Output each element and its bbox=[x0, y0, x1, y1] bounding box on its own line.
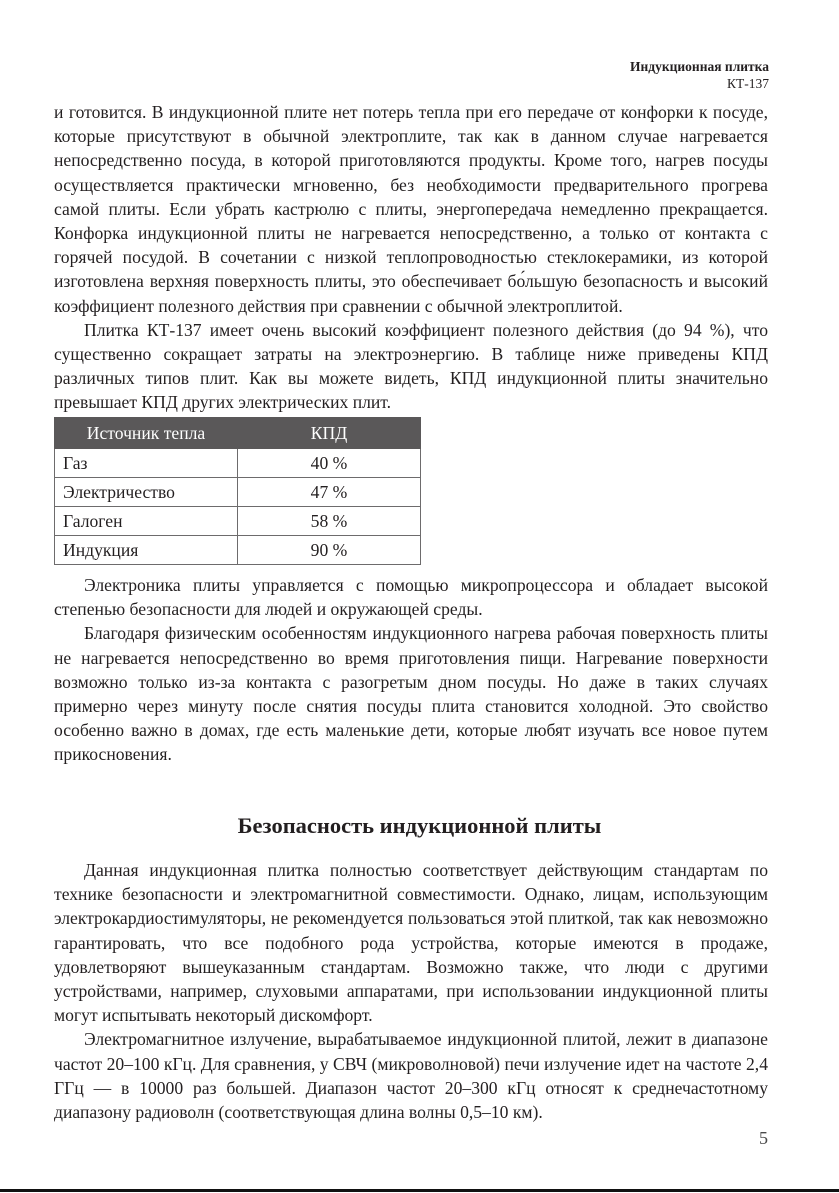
cell-source: Индукция bbox=[55, 536, 238, 565]
cell-source: Галоген bbox=[55, 507, 238, 536]
cell-kpd: 47 % bbox=[238, 478, 421, 507]
table-row bbox=[55, 536, 421, 565]
cell-kpd: 58 % bbox=[238, 507, 421, 536]
cell-kpd: 40 % bbox=[238, 449, 421, 478]
running-head-title: Индукционная плитка bbox=[629, 59, 769, 74]
page-number: 5 bbox=[759, 1128, 768, 1148]
intro-text-block bbox=[54, 100, 768, 415]
paragraph-continuation: и готовится. В индукционной плите нет потерь тепла при его передаче от конфорки к посуде, которые присутствуют в обычной электроплите, так как в данном случае нагревается непосредственно посуда, в которой приготовляются продукты. Кроме того, нагрев посуды осуществляется практически мгновенно, без необходимости предварительного прогрева самой плиты. Если убрать кастрюлю с плиты, энергопередача немедленно прекращается. Конфорка индукционной плиты не нагревается непосредственно, а только от контакта с горячей посудой. В сочетании с низкой теплопроводностью стеклокерамики, из которой изготовлена верхняя поверхность плиты, это обеспечивает бо́льшую безопасность и высокий коэффициент полезного действия при сравнении с обычной электроплитой. bbox=[54, 102, 768, 316]
paragraph-standards: Данная индукционная плитка полностью соответствует действующим стандартам по технике безопасности и электромагнитной совместимости. Однако, лицам, использующим электрокардиостимуляторы, не рекомендуется пользоваться этой плиткой, так как невозможно гарантировать, что все подобного рода устройства, которые имеются в продаже, удовлетворяют вышеуказанным стандартам. Возможно также, что люди с другими устройствами, например, слуховыми аппаратами, при использовании индукционной плиты могут испытывать некоторый дискомфорт. bbox=[54, 860, 768, 1026]
paragraph-surface: Благодаря физическим особенностям индукционного нагрева рабочая поверхность плиты не нагревается непосредственно во время приготовления пищи. Нагревание поверхности возможно только из-за контакта с разогретым дном посуды. Но даже в таких случаях примерно через минуту после снятия посуды плита становится холодной. Это свойство особенно важно в домах, где есть маленькие дети, которые любят изучать все новое путем прикосновения. bbox=[54, 623, 768, 765]
column-header-kpd: КПД bbox=[238, 418, 421, 449]
table-row bbox=[55, 507, 421, 536]
table-row bbox=[55, 478, 421, 507]
section-heading: Безопасность индукционной плиты bbox=[237, 813, 602, 838]
table-row bbox=[55, 449, 421, 478]
cell-source: Газ bbox=[55, 449, 238, 478]
paragraph-radiation: Электромагнитное излучение, вырабатываемое индукционной плитой, лежит в диапазоне частот 20–100 кГц. Для сравнения, у СВЧ (микроволновой) печи излучение идет на частоте 2,4 ГГц — в 10000 раз большей. Диапазон частот 20–300 кГц относят к среднечастотному диапазону радиоволн (соответствующая длина волны 0,5–10 км). bbox=[54, 1029, 768, 1123]
paragraph-efficiency: Плитка КТ-137 имеет очень высокий коэффициент полезного действия (до 94 %), что существенно сокращает затраты на электроэнергию. В таблице ниже приведены КПД различных типов плит. Как вы можете видеть, КПД индукционной плиты значительно превышает КПД других электрических плит. bbox=[54, 319, 768, 413]
paragraph-electronics: Электроника плиты управляется с помощью микропроцессора и обладает высокой степенью безопасности для людей и окружающей среды. bbox=[54, 575, 768, 620]
cell-source: Электричество bbox=[55, 478, 238, 507]
column-header-source: Источник тепла bbox=[55, 418, 238, 449]
bottom-rule bbox=[0, 1189, 839, 1192]
table-header-row bbox=[55, 418, 421, 449]
running-head bbox=[630, 58, 769, 92]
electronics-text-block bbox=[54, 573, 768, 767]
running-head-model: КТ-137 bbox=[727, 76, 769, 91]
efficiency-table bbox=[54, 417, 421, 565]
cell-kpd: 90 % bbox=[238, 536, 421, 565]
safety-text-block bbox=[54, 858, 768, 1124]
